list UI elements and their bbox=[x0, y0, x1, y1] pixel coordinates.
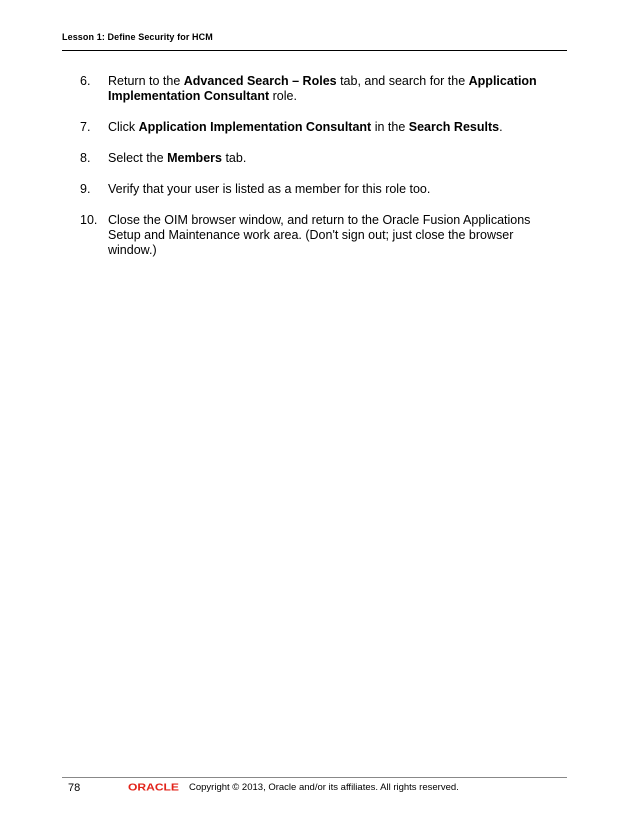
copyright-notice: Copyright © 2013, Oracle and/or its affiliates. All rights reserved. bbox=[189, 782, 459, 793]
step-text-segment: Select the bbox=[108, 151, 168, 165]
step-number: 8. bbox=[80, 151, 91, 165]
step-text bbox=[108, 213, 550, 258]
header-divider bbox=[62, 50, 567, 51]
step-text-segment: tab. bbox=[221, 151, 247, 165]
step-item bbox=[80, 182, 550, 197]
step-text-segment: . bbox=[499, 120, 503, 134]
step-text-segment: Click bbox=[108, 120, 139, 134]
step-number: 6. bbox=[80, 74, 91, 88]
step-text bbox=[108, 151, 550, 166]
step-text bbox=[108, 120, 550, 135]
step-text bbox=[108, 182, 550, 197]
step-text-segment: in the bbox=[371, 120, 409, 134]
instruction-steps bbox=[80, 74, 550, 274]
step-item bbox=[80, 213, 550, 258]
step-text-bold: Search Results bbox=[408, 120, 500, 134]
step-number: 10. bbox=[80, 213, 98, 227]
step-number: 7. bbox=[80, 120, 91, 134]
oracle-logo-text: ORACLE bbox=[128, 781, 179, 792]
step-text-bold: Advanced Search – Roles bbox=[183, 74, 337, 88]
step-text bbox=[108, 74, 550, 104]
step-item bbox=[80, 151, 550, 166]
step-text-bold: Application Implementation Consultant bbox=[138, 120, 372, 134]
step-item bbox=[80, 74, 550, 104]
footer-divider bbox=[62, 777, 567, 778]
step-text-segment: role. bbox=[269, 89, 297, 103]
step-number: 9. bbox=[80, 182, 91, 196]
step-text-segment: Return to the bbox=[108, 74, 184, 88]
page-header-title: Lesson 1: Define Security for HCM bbox=[62, 32, 213, 42]
step-text-bold: Application Implementation Consultant bbox=[108, 74, 537, 103]
page-number: 78 bbox=[68, 782, 81, 794]
step-text-segment: Close the OIM browser window, and return to the Oracle Fusion Applications Setup and Maintenance work area. (Don't sign out; just close the browser window.) bbox=[108, 213, 531, 257]
step-text-segment: Verify that your user is listed as a member for this role too. bbox=[108, 182, 431, 196]
step-text-segment: tab, and search for the bbox=[336, 74, 469, 88]
step-item bbox=[80, 120, 550, 135]
oracle-logo bbox=[128, 781, 180, 792]
step-text-bold: Members bbox=[167, 151, 222, 165]
